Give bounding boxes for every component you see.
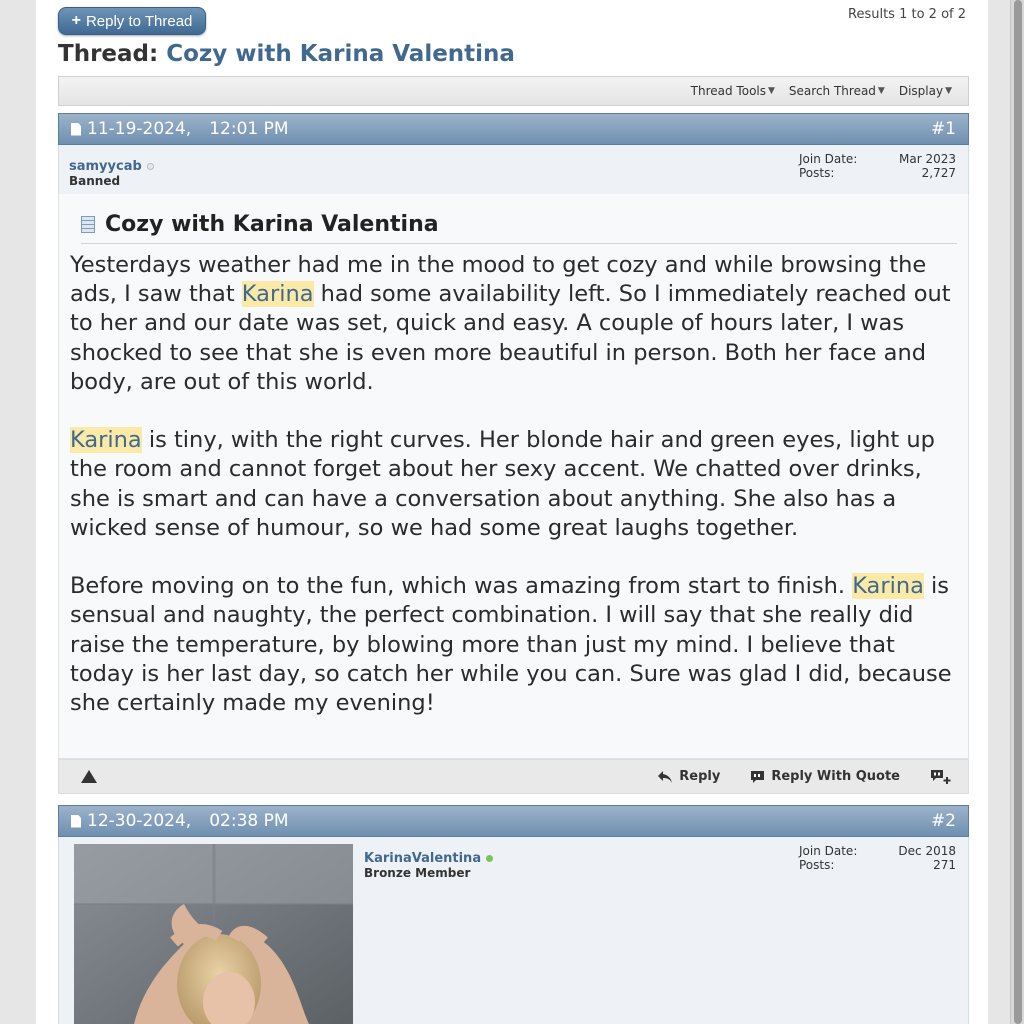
post-date xyxy=(71,119,191,139)
post-date-text: 11-19-2024, xyxy=(87,119,192,139)
document-icon xyxy=(81,216,95,233)
caret-down-icon: ▼ xyxy=(877,86,885,96)
online-status-icon xyxy=(486,855,493,862)
thread-name-link[interactable]: Cozy with Karina Valentina xyxy=(166,41,515,67)
post-doc-icon xyxy=(71,123,81,136)
multi-quote-button[interactable] xyxy=(930,769,952,785)
thread-toolbar xyxy=(58,76,969,106)
plus-icon: + xyxy=(71,12,81,29)
user-title: Bronze Member xyxy=(364,866,471,880)
post-time: 02:38 PM xyxy=(209,811,289,831)
search-thread-menu[interactable] xyxy=(789,84,885,98)
reply-to-thread-label: Reply to Thread xyxy=(85,12,193,30)
post-header-2 xyxy=(58,805,969,837)
posts-value: 2,727 xyxy=(921,166,956,180)
avatar-image xyxy=(74,844,353,1024)
results-count: Results 1 to 2 of 2 xyxy=(848,7,966,22)
post-text-segment: Before moving on to the fun, which was amazing from start to finish. xyxy=(70,573,853,600)
username-link[interactable] xyxy=(69,159,154,174)
reply-button[interactable] xyxy=(657,769,720,784)
post-text-segment: had some availability left. So I immediately reached out to her and our date was set, quick and easy. A couple of hours later, I was shocked to see that she is even more beautiful in person. Both her face and body, are out of this world. xyxy=(70,281,951,395)
posts-label: Posts: xyxy=(799,858,835,872)
post-text-segment: Yesterdays weather had me in the mood to get cozy and while browsing the ads, I saw that xyxy=(70,252,927,308)
multi-quote-icon xyxy=(930,769,952,785)
post-title-text: Cozy with Karina Valentina xyxy=(105,212,439,237)
thread-tools-menu[interactable] xyxy=(691,84,775,98)
post-doc-icon xyxy=(71,815,81,828)
report-warning-icon[interactable] xyxy=(81,770,97,783)
display-menu[interactable] xyxy=(899,84,952,98)
reply-to-thread-button[interactable] xyxy=(58,7,206,35)
posts-label: Posts: xyxy=(799,166,835,180)
post-number-link[interactable]: #2 xyxy=(930,811,956,831)
reply-arrow-icon xyxy=(657,770,673,784)
caret-down-icon: ▼ xyxy=(768,86,775,96)
post-date xyxy=(71,811,191,831)
offline-status-icon xyxy=(147,163,154,170)
reply-label: Reply xyxy=(679,769,721,784)
scrollbar-thumb[interactable] xyxy=(1014,0,1022,1024)
username-text: KarinaValentina xyxy=(364,851,482,866)
post-number-link[interactable]: #1 xyxy=(930,119,956,139)
post-text-segment: is tiny, with the right curves. Her blonde hair and green eyes, light up the room and cannot forget about her sexy accent. We chatted over drinks, she is smart and can have a conversation about anything. She also has a wicked sense of humour, so we had some great laughs together. xyxy=(70,427,935,541)
highlighted-term[interactable]: Karina xyxy=(241,281,314,308)
join-date-value: Mar 2023 xyxy=(899,152,956,166)
user-title: Banned xyxy=(69,174,121,188)
join-date-value: Dec 2018 xyxy=(898,844,956,858)
search-thread-label: Search Thread xyxy=(788,84,876,98)
highlighted-term[interactable]: Karina xyxy=(70,427,142,454)
post-date-text: 12-30-2024, xyxy=(87,811,192,831)
display-label: Display xyxy=(898,84,944,98)
quote-bubble-icon xyxy=(750,770,765,784)
post-actions xyxy=(657,769,952,785)
post-paragraph-1 xyxy=(70,251,960,397)
page-title xyxy=(58,41,515,67)
post-title xyxy=(81,212,957,244)
join-date-label: Join Date: xyxy=(799,844,858,858)
user-avatar-photo[interactable] xyxy=(74,844,353,1024)
reply-with-quote-button[interactable] xyxy=(750,769,900,784)
thread-prefix: Thread: xyxy=(58,41,159,67)
user-stats xyxy=(799,844,956,872)
scrollbar[interactable] xyxy=(1010,0,1024,1024)
post-time: 12:01 PM xyxy=(209,119,289,139)
reply-with-quote-label: Reply With Quote xyxy=(771,769,900,784)
post-footer-1 xyxy=(58,759,969,794)
thread-tools-label: Thread Tools xyxy=(690,84,766,98)
caret-down-icon: ▼ xyxy=(945,86,952,96)
post-body-1 xyxy=(58,194,969,759)
post-paragraph-2 xyxy=(70,426,960,543)
username-text: samyycab xyxy=(69,159,142,174)
post-header-1 xyxy=(58,113,969,145)
join-date-label: Join Date: xyxy=(799,152,858,166)
posts-value: 271 xyxy=(933,858,956,872)
username-link[interactable] xyxy=(364,851,493,866)
highlighted-term[interactable]: Karina xyxy=(852,573,924,600)
post-message xyxy=(70,251,960,747)
post-text-segment: is sensual and naughty, the perfect combination. I will say that she really did raise the temperature, by blowing more than just my mind. I believe that today is her last day, so catch her while you can. Sure was glad I did, because she certainly made my evening! xyxy=(70,573,952,717)
user-stats xyxy=(799,152,956,180)
userinfo-1 xyxy=(58,145,969,194)
post-paragraph-3 xyxy=(70,572,960,718)
